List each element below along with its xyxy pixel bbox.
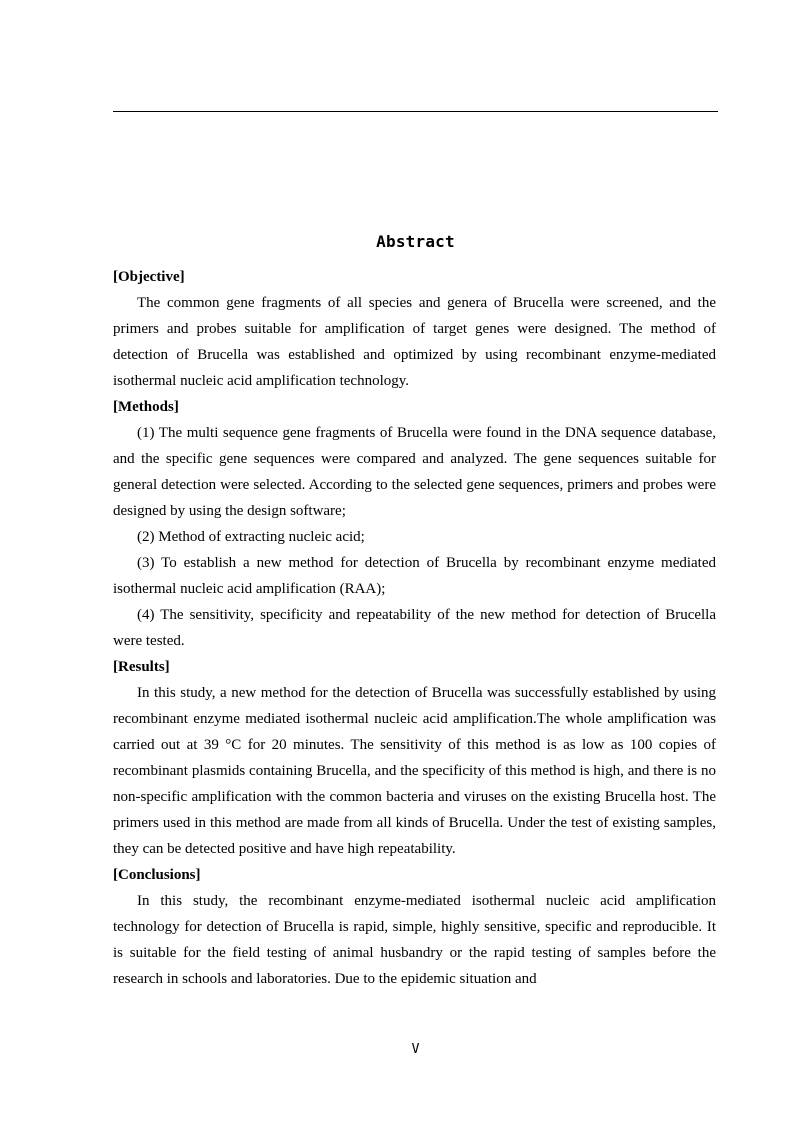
section-objective	[113, 264, 716, 394]
page-number: V	[411, 1042, 420, 1057]
section-methods	[113, 394, 716, 654]
header-rule	[113, 111, 718, 112]
paragraph: (1) The multi sequence gene fragments of Brucella were found in the DNA sequence database, and the specific gene sequences were compared and analyzed. The gene sequences suitable for general detection were selected. According to the selected gene sequences, primers and probes were designed by using the design software;	[113, 425, 716, 519]
paragraph: In this study, the recombinant enzyme-mediated isothermal nucleic acid amplification technology for detection of Brucella is rapid, simple, highly sensitive, specific and reproducible. It is suitable for the field testing of animal husbandry or the rapid testing of samples before the research in schools and laboratories. Due to the epidemic situation and	[113, 893, 716, 987]
paragraph: (4) The sensitivity, specificity and repeatability of the new method for detection of Brucella were tested.	[113, 607, 716, 649]
paragraph: (3) To establish a new method for detection of Brucella by recombinant enzyme mediated isothermal nucleic acid amplification (RAA);	[113, 555, 716, 597]
paragraph: (2) Method of extracting nucleic acid;	[137, 529, 365, 545]
section-heading-objective: [Objective]	[113, 269, 185, 285]
section-conclusions	[113, 862, 716, 992]
abstract-body	[113, 264, 716, 992]
section-results	[113, 654, 716, 862]
abstract-title: Abstract	[376, 232, 455, 251]
paragraph: In this study, a new method for the detection of Brucella was successfully established by using recombinant enzyme mediated isothermal nucleic acid amplification.The whole amplification was carried out at 39 °C for 20 minutes. The sensitivity of this method is as low as 100 copies of recombinant plasmids containing Brucella, and the specificity of this method is high, and there is no non-specific amplification with the common bacteria and viruses on the existing Brucella host. The primers used in this method are made from all kinds of Brucella. Under the test of existing samples, they can be detected positive and have high repeatability.	[113, 685, 716, 857]
section-heading-results: [Results]	[113, 659, 170, 675]
paragraph: The common gene fragments of all species and genera of Brucella were screened, and the primers and probes suitable for amplification of target genes were designed. The method of detection of Brucella was established and optimized by using recombinant enzyme-mediated isothermal nucleic acid amplification technology.	[113, 295, 716, 389]
section-heading-conclusions: [Conclusions]	[113, 867, 201, 883]
section-heading-methods: [Methods]	[113, 399, 179, 415]
